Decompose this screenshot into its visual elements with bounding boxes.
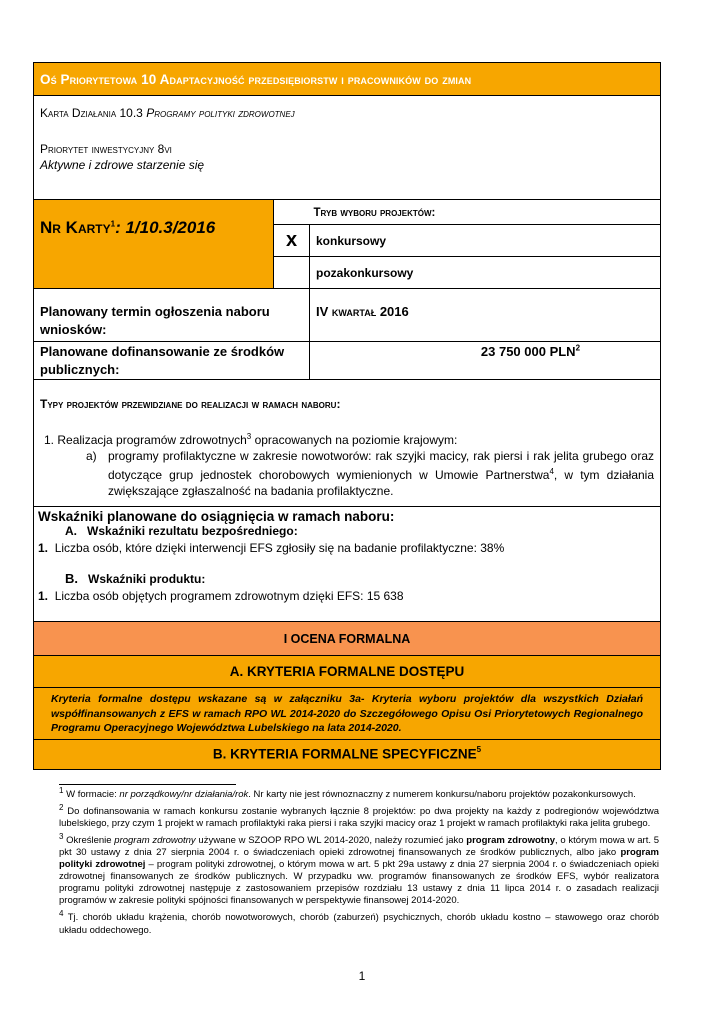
project-types-sub-a bbox=[86, 448, 654, 499]
card-label-italic: Programy polityki zdrowotnej bbox=[146, 106, 295, 120]
call-date-label-cell bbox=[34, 289, 310, 342]
formal-access-criteria-text: Kryteria formalne dostępu wskazane są w załączniku 3a- Kryteria wyboru projektów dla wszystkich Działań współfinansowanych z EFS w ramach RPO WL 2014-2020 do Szczegółowego Opisu Osi Priorytetowych Regionalnego Programu Operacyjnego Województwa Lubelskiego na lata 2014-2020. bbox=[51, 693, 644, 734]
funding-footnote-ref: 2 bbox=[575, 343, 581, 353]
action-card-table bbox=[33, 62, 661, 770]
footnote-ref: 3 bbox=[246, 432, 252, 441]
axis-header bbox=[34, 63, 661, 96]
list-number: 1. bbox=[44, 433, 55, 447]
sub-list-text-2: , w tym działania zwiększające zgłaszalność na badania profilaktyczne. bbox=[108, 468, 655, 498]
selection-option-pozakonkursowy bbox=[310, 257, 661, 289]
project-types-header: Typy projektów przewidziane do realizacji w ramach naboru: bbox=[40, 397, 341, 411]
indicator-label: B. bbox=[65, 571, 78, 586]
result-indicator-item bbox=[38, 541, 656, 555]
card-number-prefix: Nr Karty bbox=[40, 218, 111, 237]
formal-access-criteria-title: A. KRYTERIA FORMALNE DOSTĘPU bbox=[229, 663, 465, 679]
call-date-value: IV kwartał 2016 bbox=[316, 304, 409, 319]
product-indicator-item bbox=[38, 589, 656, 603]
indicator-title: Wskaźniki rezultatu bezpośredniego: bbox=[87, 524, 298, 538]
sub-list-text bbox=[108, 448, 654, 499]
call-date-label: Planowany termin ogłoszenia naboru wniosków: bbox=[40, 304, 270, 337]
list-item-text: Realizacja programów zdrowotnych bbox=[57, 433, 247, 447]
footnote-3: $^3$ Określenie program zdrowotny używane w SZOOP RPO WL 2014-2020, należy rozumieć jako program zdrowotny, o którym mowa w art. 5 pkt 30 ustawy z dnia 27 sierpnia 2004 r. o świadczeniach opieki zdrowotnej finansowanych ze środków publicznych, albo jako program polityki zdrowotnej – program polityki zdrowotnej, o którym mowa w art. 5 pkt 29a ustawy z dnia 27 sierpnia 2004 r. o świadczeniach opieki zdrowotnej finansowanych ze środków publicznych. W przypadku ww. programów finansowanych ze środków EFS, wybór realizatora programu polityki zdrowotnej następuje z zastosowaniem przepisów rozdziału 13 ustawy z dnia 11 lipca 2014 r. o zasadach realizacji programów w zakresie polityki spójności finansowanych w perspektywie finansowej 2014-2020. bbox=[59, 832, 659, 907]
indicator-text: Liczba osób objętych programem zdrowotnym dzięki EFS: 15 638 bbox=[54, 589, 404, 603]
card-number-value: : 1/10.3/2016 bbox=[115, 218, 216, 237]
project-types-cell bbox=[34, 380, 661, 507]
list-item-text-cont: opracowanych na poziomie krajowym: bbox=[251, 433, 458, 447]
formal-specific-criteria-title: B. KRYTERIA FORMALNE SPECYFICZNE bbox=[212, 746, 477, 762]
footnote-2: $^2$ Do dofinansowania w ramach konkursu zostanie wybranych łącznie 8 projektów: po dwa projekty na każdy z podregionów województwa lubelskiego, przy czym 1 projekt w ramach profilaktyki raka piersi i raka szyjki macicy oraz 1 projekt w ramach profilaktyki raka jelita grubego. bbox=[59, 803, 659, 830]
card-number-footnote-ref: 1 bbox=[110, 219, 116, 229]
card-number-cell bbox=[34, 200, 274, 289]
indicator-label: A. bbox=[65, 524, 77, 538]
call-date-value-cell bbox=[310, 289, 661, 342]
indicator-title: Wskaźniki produktu: bbox=[88, 572, 206, 586]
formal-access-criteria-text-cell bbox=[34, 688, 661, 740]
indicators-cell bbox=[34, 507, 661, 622]
selection-option-label: konkursowy bbox=[316, 233, 387, 248]
card-label: Karta Działania 10.3 bbox=[40, 106, 143, 120]
funding-label-cell bbox=[34, 342, 310, 380]
footnote-ref: 5 bbox=[476, 745, 482, 755]
funding-value: 23 750 000 PLN bbox=[480, 344, 576, 359]
list-number: 1. bbox=[38, 589, 49, 603]
card-info-cell bbox=[34, 96, 661, 200]
project-types-item-1 bbox=[40, 429, 654, 448]
axis-header-text: Oś Priorytetowa 10 Adaptacyjność przedsiębiorstw i pracowników do zmian bbox=[40, 72, 472, 87]
product-indicators-title bbox=[65, 571, 656, 586]
selection-mode-header-cell bbox=[310, 200, 661, 225]
footnotes bbox=[59, 785, 659, 938]
formal-assessment-header bbox=[34, 622, 661, 656]
formal-assessment-title: I OCENA FORMALNA bbox=[283, 631, 411, 646]
result-indicators-title bbox=[65, 524, 656, 538]
selection-mark-konkursowy: x bbox=[274, 225, 310, 257]
formal-access-criteria-header bbox=[34, 656, 661, 688]
formal-specific-criteria-header bbox=[34, 740, 661, 770]
indicators-header: Wskaźniki planowane do osiągnięcia w ramach naboru: bbox=[38, 509, 395, 524]
sub-list-text-1: programy profilaktyczne w zakresie nowotworów: rak szyjki macicy, rak piersi i rak jelita grubego oraz dotyczące grup jednostek chorobowych wymienionych w Umowie Partnerstwa bbox=[108, 449, 655, 482]
selection-option-label: pozakonkursowy bbox=[316, 265, 414, 280]
funding-label: Planowane dofinansowanie ze środków publicznych: bbox=[40, 344, 285, 377]
selection-mark-pozakonkursowy bbox=[274, 257, 310, 289]
priority-label: Priorytet inwestycyjny 8vi bbox=[40, 142, 172, 156]
page-number: 1 bbox=[358, 969, 366, 983]
priority-description: Aktywne i zdrowe starzenie się bbox=[40, 158, 205, 172]
footnote-ref: 4 bbox=[549, 467, 554, 476]
indicator-text: Liczba osób, które dzięki interwencji EFS zgłosiły się na badanie profilaktyczne: 38% bbox=[54, 541, 505, 555]
footnote-4: $^4$ Tj. chorób układu krążenia, chorób nowotworowych, chorób (zaburzeń) psychicznych, chorób układu kostno – stawowego oraz chorób układu oddechowego. bbox=[59, 909, 659, 936]
funding-value-cell bbox=[310, 342, 661, 380]
selection-mode-header: Tryb wyboru projektów: bbox=[313, 207, 436, 219]
document-page bbox=[33, 62, 660, 770]
footnote-1: $^1$ W formacie: nr porządkowy/nr działania/rok. Nr karty nie jest równoznaczny z numerem konkursu/naboru projektów pozakonkursowych. bbox=[59, 786, 636, 801]
list-number: 1. bbox=[38, 541, 49, 555]
selection-option-konkursowy bbox=[310, 225, 661, 257]
sub-list-label: a) bbox=[86, 449, 97, 463]
